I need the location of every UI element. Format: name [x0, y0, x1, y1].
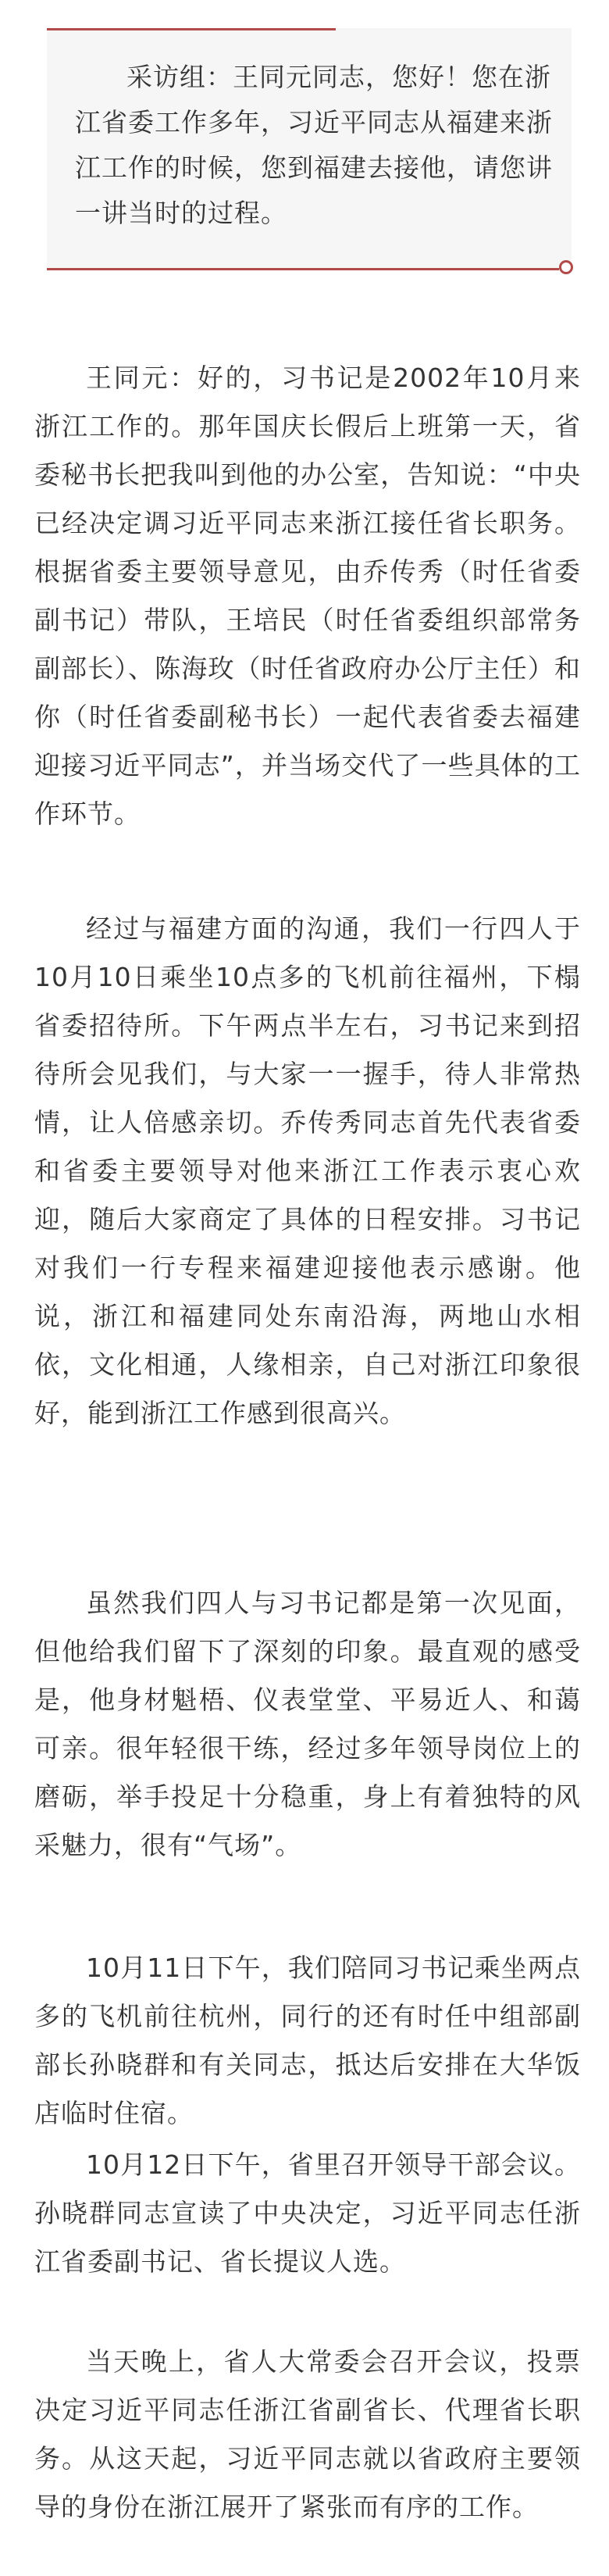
answer-paragraph-6: 当天晚上，省人大常委会召开会议，投票决定习近平同志任浙江省副省长、代理省长职务。从这天起，习近平同志就以省政府主要领导的身份在浙江展开了紧张而有序的工作。 [34, 2346, 581, 2522]
interview-question-text: 采访组：王同元同志，您好！您在浙江省委工作多年，习近平同志从福建来浙江工作的时候，您到福建去接他，请您讲一讲当时的过程。 [75, 62, 553, 228]
answer-paragraph-2: 经过与福建方面的沟通，我们一行四人于10月10日乘坐10点多的飞机前往福州，下榻省委招待所。下午两点半左右，习书记来到招待所会见我们，与大家一一握手，待人非常热情，让人倍感亲切。乔传秀同志首先代表省委和省委主要领导对他来浙江工作表示衷心欢迎，随后大家商定了具体的日程安排。习书记对我们一行专程来福建迎接他表示感谢。他说，浙江和福建同处东南沿海，两地山水相依，文化相通，人缘相亲，自己对浙江印象很好，能到浙江工作感到很高兴。 [34, 913, 581, 1428]
question-rule-end-circle [559, 260, 573, 274]
answer-paragraph-1: 王同元：好的，习书记是2002年10月来浙江工作的。那年国庆长假后上班第一天，省委秘书长把我叫到他的办公室，告知说：“中央已经决定调习近平同志来浙江接任省长职务。根据省委主要领导意见，由乔传秀（时任省委副书记）带队，王培民（时任省委组织部常务副部长）、陈海玫（时任省政府办公厅主任）和你（时任省委副秘书长）一起代表省委去福建迎接习近平同志”，并当场交代了一些具体的工作环节。 [34, 363, 581, 829]
question-top-rule [47, 28, 336, 30]
answer-paragraph-5: 10月12日下午，省里召开领导干部会议。孙晓群同志宣读了中央决定，习近平同志任浙江省委副书记、省长提议人选。 [34, 2149, 581, 2277]
answer-paragraph-3: 虽然我们四人与习书记都是第一次见面，但他给我们留下了深刻的印象。最直观的感受是，他身材魁梧、仪表堂堂、平易近人、和蔼可亲。很年轻很干练，经过多年领导岗位上的磨砺，举手投足十分稳重，身上有着独特的风采魅力，很有“气场”。 [34, 1588, 581, 1860]
answer-paragraph-4: 10月11日下午，我们陪同习书记乘坐两点多的飞机前往杭州，同行的还有时任中组部副部长孙晓群和有关同志，抵达后安排在大华饭店临时住宿。 [34, 1953, 581, 2128]
question-bottom-rule [47, 268, 559, 270]
